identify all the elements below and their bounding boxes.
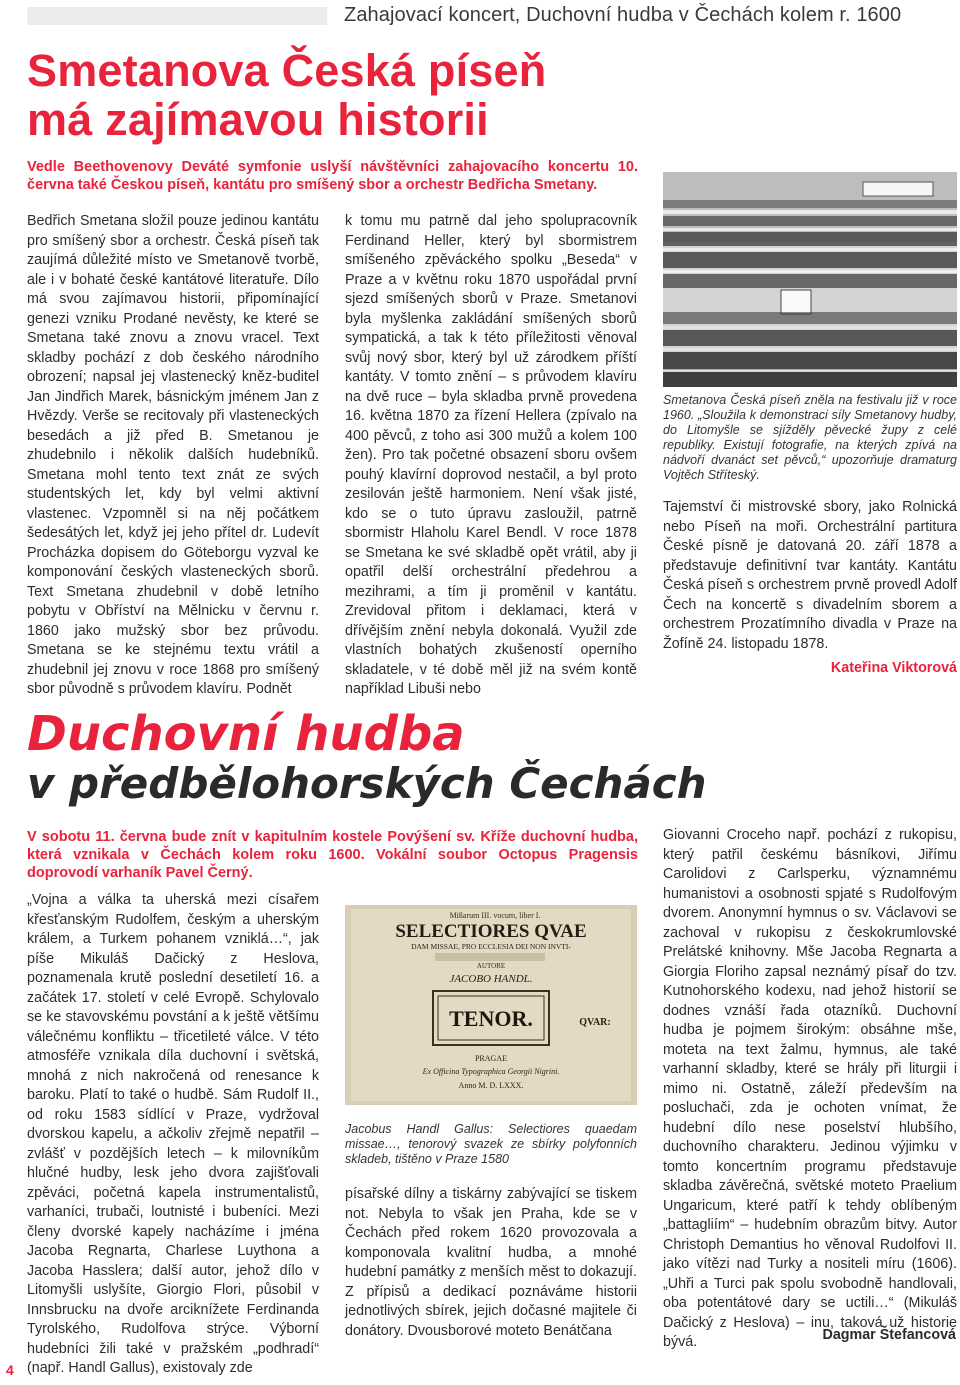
book-line1: Mißarum III. vocum, liber I. bbox=[449, 911, 541, 920]
book-line3: DAM MISSAE, PRO ECCLESIA DEI NON INVTI- bbox=[411, 942, 571, 951]
article1-column3: Tajemství či mistrovské sbory, jako Rolnická nebo Píseň na moři. Orchestrální partitura České písně je datovaná 20. září 1878 a představuje definitivní tvar kantáty. Kantátu Česká píseň s orchestrem prvně provedl Adolf Čech na koncertě s divadelním sborem a orchestrem Prozatímního divadla v Praze na Žofíně 24. listopadu 1878. bbox=[663, 499, 957, 652]
article1-title bbox=[27, 46, 546, 144]
choir-photo-illustration bbox=[663, 172, 957, 387]
article2-title-line2: v předbělohorských Čechách bbox=[27, 759, 707, 808]
article2-title-line1: Duchovní hudba bbox=[27, 706, 465, 762]
article2-column3: Giovanni Croceho např. pochází z rukopisu, který patřil českému básníkovi, Jiřímu Carolidovi z Carlsperku, významnému humanistovi a osobnosti spjaté s Rudolfovým dvorem. Anonymní hymnus o sv. Václavovi se zachoval v rukopisu z českokrumlovské Prelátské knihovny. Mše Jacoba Regnarta a Giorgia Floriho zapsal neznámý písař do tzv. Kutnohorského kodexu, nad jehož historií se dodnes vznáší řada otazníků. Duchovní hudba je pojmem širokým: obsáhne mše, moteta na text žalmu, hymnus, ale také varhanní skladby, které se hrály při liturgii i mimo ni. Ostatně, záleží především na posluchači, zda je ochoten vnímat, že hudební dílo nese poselství hlubšího, duchovního charakteru. Jedinou výjimku v tomto koncertním programu představuje skladba závěrečná, světské moteto Praelium Ungaricum, které patří k tehdy oblíbeným „battagliím“ – hudebním obrazům bitvy. Autor Christoph Demantius ho věnoval Rudolfovi II. jako vítězi nad Turky a nositeli míru (1606). „Uhři a Turci pak spolu svobodně handlovali, oba potentátové dary se uctili…“ (Mikuláš Dačický z Heslova) – inu, taková už historie bývá. bbox=[663, 827, 957, 1350]
book-line5: JACOBO HANDL. bbox=[449, 973, 533, 985]
handl-book-caption: Jacobus Handl Gallus: Selectiores quaedam missae…, tenorový svazek ze sbírky polyfonních skladeb, tištěno v Praze 1580 bbox=[345, 1122, 637, 1166]
book-city: PRAGAE bbox=[474, 1054, 508, 1063]
section-heading: Zahajovací koncert, Duchovní hudba v Čechách kolem r. 1600 bbox=[344, 4, 902, 26]
article1-lead: Vedle Beethovenovy Deváté symfonie uslyší návštěvníci zahajovacího koncertu 10. června také Českou píseň, kantátu pro smíšený sbor a orchestr Bedřicha Smetany. bbox=[27, 159, 638, 193]
handl-book-title-page bbox=[345, 905, 637, 1105]
book-line4: AUTORE bbox=[476, 962, 506, 970]
choir-photo-caption: Smetanova Česká píseň zněla na festivalu již v roce 1960. „Sloužila k demonstraci síly Smetanovy hudby, do Litomyšle se sjížděly pěvecké župy z celé republiky. Existují fotografie, na kterých zpívá na nádvoří dvanáct set pěvců,“ upozorňuje dramaturg Vojtěch Stříteský. bbox=[663, 393, 957, 482]
article2-column1: „Vojna a válka ta uherská mezi císařem křesťanským Rudolfem, českým a uherským králem, a Turkem pohanem vzniklá…“, jak píše Mikuláš Dačický z Heslova, poznamenala krutě poslední desetiletí 16. a začátek 17. století v celé Evropě. Schylovalo se ke stavovskému povstání a k ještě většímu válečnému konfliktu – třicetileté válce. V této atmosféře vznikala díla duchovní i světská, mnohá z nich nakročená od renesance k baroku. Platí to také o hudbě. Sám Rudolf II., od roku 1583 sídlící v Praze, vydržoval dvorskou kapelu, a ačkoliv zřejmě nepatřil – zvlášť v pozdějších letech – k milovníkům hlučné hudby, lesk jeho dvora zajišťovali zpěváci, početná kapela instrumentalistů, varhaníci, trubači, loutnisté i bubeníci. Mezi členy dvorské kapely nacházíme i jména Jacoba Regnarta, Charlese Luythona a Jacoba Hasslera; další autor, jehož dílo v Litomyšli uslyšíte, Giorgio Flori, působil v Innsbrucku na dvoře arciknížete Ferdinanda Tyrolského, Rudolfova strýce. Výborní hudebníci žili také v pražském „podhradí“ (např. Handl Gallus), existovaly zde bbox=[27, 892, 319, 1376]
article2-lead: V sobotu 11. června bude znít v kapitulním kostele Povýšení sv. Kříže duchovní hudba, která vznikala v Čechách kolem roku 1600. Vokální soubor Octopus Pragensis doprovodí varhaník Pavel Černý. bbox=[27, 829, 638, 881]
book-printer: Ex Officina Typographica Georgii Nigrini. bbox=[422, 1067, 560, 1076]
article1-title-line1: Smetanova Česká píseň bbox=[27, 45, 547, 96]
page-number: 4 bbox=[6, 1362, 14, 1378]
book-label: TENOR. bbox=[449, 1006, 533, 1031]
choir-photo bbox=[663, 172, 957, 387]
article1-author: Kateřina Viktorová bbox=[830, 660, 957, 676]
book-year: Anno M. D. LXXX. bbox=[458, 1081, 524, 1090]
book-line2: SELECTIORES QVAE bbox=[395, 921, 587, 942]
article2-author: Dagmar Štefancová bbox=[822, 1327, 956, 1343]
book-side: QVAR: bbox=[579, 1017, 611, 1028]
header-rule bbox=[27, 7, 327, 25]
article2-column2: písařské dílny a tiskárny zabývající se tiskem not. Nebyla to však jen Praha, kde se v Čechách před rokem 1620 provozovala a komponovala kvalitní hudba, a mnohé hudební památky z menších měst to dokazují. Z přípisů a dedikací poznáváme historii jednotlivých sbírek, jejich dočasné majitele či donátory. Dvousborové moteto Benátčana bbox=[345, 1186, 637, 1339]
article1-title-line2: má zajímavou historii bbox=[27, 94, 489, 145]
article1-column1: Bedřich Smetana složil pouze jedinou kantátu pro smíšený sbor a orchestr. Česká píseň tak zaujímá důležité místo ve Smetanově tvorbě, ale i v bohaté české kantátové literatuře. Dílo má svou zajímavou historii, připomínající genezi vzniku Prodané nevěsty, ke které se Smetana také znovu a znovu vracel. Text skladby pochází z dob českého národního obrození; napsal jej vlastenecký kněz-buditel Jan Jindřich Marek, básnickým jménem Jan z Hvězdy. Verše se recitovaly při vlasteneckých besedách a již před B. Smetanou je zhudebnilo i několik dalších hudebníků. Smetana mohl tento text znát ze svých studentských let, kdy byl velmi aktivní vlastenec. Vzpomněl si na něj počátkem šedesátých let, když jej jeho přítel dr. Ludevít Procházka dopisem do Göteborgu vyzval ke komponování českých vlasteneckých sborů. Text Smetana zhudebnil v době letního pobytu v Obříství na Mělnicku v červnu r. 1860 jako mužský sbor bez průvodu. Smetana se ke stejnému textu vrátil a zhudebnil jej znovu v roce 1868 pro smíšený sbor původně s průvodem klavíru. Podnět bbox=[27, 213, 319, 697]
article1-column2: k tomu mu patrně dal jeho spolupracovník Ferdinand Heller, který byl sbormistrem smíšeného zpěváckého spolku „Beseda“ v Praze a v květnu roku 1870 uspořádal první sjezd smíšených sborů v Praze. Smetanovi byla myšlenka zakládání smíšených sborů sympatická, a tak k této příležitosti věnoval svůj nový sbor, který byl už zárodkem příští kantáty. V tomto znění – s průvodem klavíru na dvě ruce – byla skladba prvně provedena 16. května 1870 za řízení Hellera (zpívalo na 400 pěvců, z toho asi 300 mužů a kolem 100 žen). Pro tak početné obsazení sboru ovšem pouhý klavírní doprovod nestačil, a byl proto zesilován ještě harmoniem. Není však jisté, kdo se o tuto úpravu zasloužil, patrně sbormistr Hlaholu Karel Bendl. V roce 1878 se Smetana ke své skladbě opět vrátil, aby ji opatřil delší orchestrální předehrou a mezihrami, a tím ji proměnil v kantátu. Zrevidoval přitom i deklamaci, která v dřívějším znění nebyla dokonalá. Využil zde vlastních bohatých zkušeností operního skladatele, v té době měl již na svém kontě například Libuši nebo bbox=[345, 213, 637, 697]
handl-book-image bbox=[345, 905, 637, 1105]
